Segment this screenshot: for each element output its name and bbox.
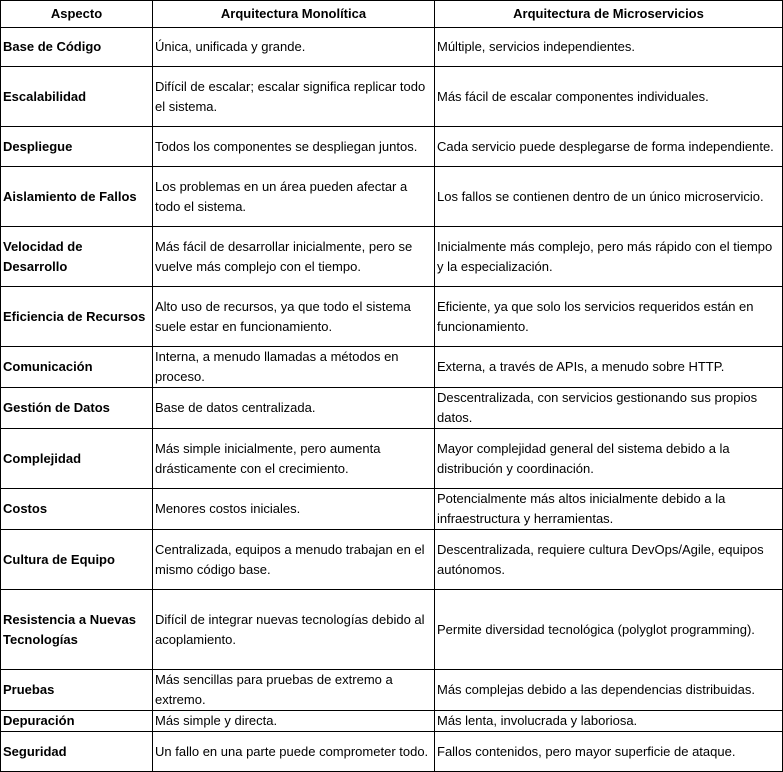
monolithic-cell: Menores costos iniciales. (153, 489, 435, 530)
microservices-cell: Más complejas debido a las dependencias distribuidas. (435, 670, 783, 711)
table-row (1, 711, 783, 732)
microservices-cell: Mayor complejidad general del sistema debido a la distribución y coordinación. (435, 429, 783, 489)
table-row (1, 489, 783, 530)
microservices-cell: Descentralizada, requiere cultura DevOps/Agile, equipos autónomos. (435, 530, 783, 590)
monolithic-cell: Un fallo en una parte puede comprometer todo. (153, 732, 435, 772)
monolithic-cell: Difícil de integrar nuevas tecnologías debido al acoplamiento. (153, 590, 435, 670)
table-row (1, 227, 783, 287)
microservices-cell: Fallos contenidos, pero mayor superficie de ataque. (435, 732, 783, 772)
aspect-cell: Comunicación (1, 347, 153, 388)
header-microservices: Arquitectura de Microservicios (435, 1, 783, 28)
aspect-cell: Pruebas (1, 670, 153, 711)
monolithic-cell: Alto uso de recursos, ya que todo el sistema suele estar en funcionamiento. (153, 287, 435, 347)
monolithic-cell: Más simple y directa. (153, 711, 435, 732)
table-row (1, 67, 783, 127)
monolithic-cell: Todos los componentes se despliegan juntos. (153, 127, 435, 167)
monolithic-cell: Difícil de escalar; escalar significa replicar todo el sistema. (153, 67, 435, 127)
microservices-cell: Múltiple, servicios independientes. (435, 28, 783, 67)
microservices-cell: Potencialmente más altos inicialmente debido a la infraestructura y herramientas. (435, 489, 783, 530)
microservices-cell: Más fácil de escalar componentes individuales. (435, 67, 783, 127)
aspect-cell: Seguridad (1, 732, 153, 772)
monolithic-cell: Más fácil de desarrollar inicialmente, pero se vuelve más complejo con el tiempo. (153, 227, 435, 287)
table-row (1, 429, 783, 489)
monolithic-cell: Los problemas en un área pueden afectar a todo el sistema. (153, 167, 435, 227)
aspect-cell: Velocidad de Desarrollo (1, 227, 153, 287)
table-row (1, 590, 783, 670)
monolithic-cell: Centralizada, equipos a menudo trabajan en el mismo código base. (153, 530, 435, 590)
table-row (1, 388, 783, 429)
aspect-cell: Aislamiento de Fallos (1, 167, 153, 227)
microservices-cell: Eficiente, ya que solo los servicios requeridos están en funcionamiento. (435, 287, 783, 347)
microservices-cell: Más lenta, involucrada y laboriosa. (435, 711, 783, 732)
aspect-cell: Gestión de Datos (1, 388, 153, 429)
monolithic-cell: Más simple inicialmente, pero aumenta drásticamente con el crecimiento. (153, 429, 435, 489)
header-aspect: Aspecto (1, 1, 153, 28)
table-row (1, 167, 783, 227)
aspect-cell: Costos (1, 489, 153, 530)
aspect-cell: Cultura de Equipo (1, 530, 153, 590)
aspect-cell: Eficiencia de Recursos (1, 287, 153, 347)
header-row (1, 1, 783, 28)
table-row (1, 127, 783, 167)
aspect-cell: Escalabilidad (1, 67, 153, 127)
microservices-cell: Inicialmente más complejo, pero más rápido con el tiempo y la especialización. (435, 227, 783, 287)
aspect-cell: Despliegue (1, 127, 153, 167)
table-row (1, 670, 783, 711)
monolithic-cell: Interna, a menudo llamadas a métodos en proceso. (153, 347, 435, 388)
microservices-cell: Cada servicio puede desplegarse de forma independiente. (435, 127, 783, 167)
microservices-cell: Los fallos se contienen dentro de un único microservicio. (435, 167, 783, 227)
microservices-cell: Externa, a través de APIs, a menudo sobre HTTP. (435, 347, 783, 388)
monolithic-cell: Única, unificada y grande. (153, 28, 435, 67)
microservices-cell: Permite diversidad tecnológica (polyglot programming). (435, 590, 783, 670)
aspect-cell: Base de Código (1, 28, 153, 67)
monolithic-cell: Base de datos centralizada. (153, 388, 435, 429)
table-row (1, 287, 783, 347)
aspect-cell: Resistencia a Nuevas Tecnologías (1, 590, 153, 670)
aspect-cell: Depuración (1, 711, 153, 732)
header-monolithic: Arquitectura Monolítica (153, 1, 435, 28)
microservices-cell: Descentralizada, con servicios gestionando sus propios datos. (435, 388, 783, 429)
table-row (1, 530, 783, 590)
monolithic-cell: Más sencillas para pruebas de extremo a extremo. (153, 670, 435, 711)
table-row (1, 347, 783, 388)
aspect-cell: Complejidad (1, 429, 153, 489)
table-row (1, 28, 783, 67)
